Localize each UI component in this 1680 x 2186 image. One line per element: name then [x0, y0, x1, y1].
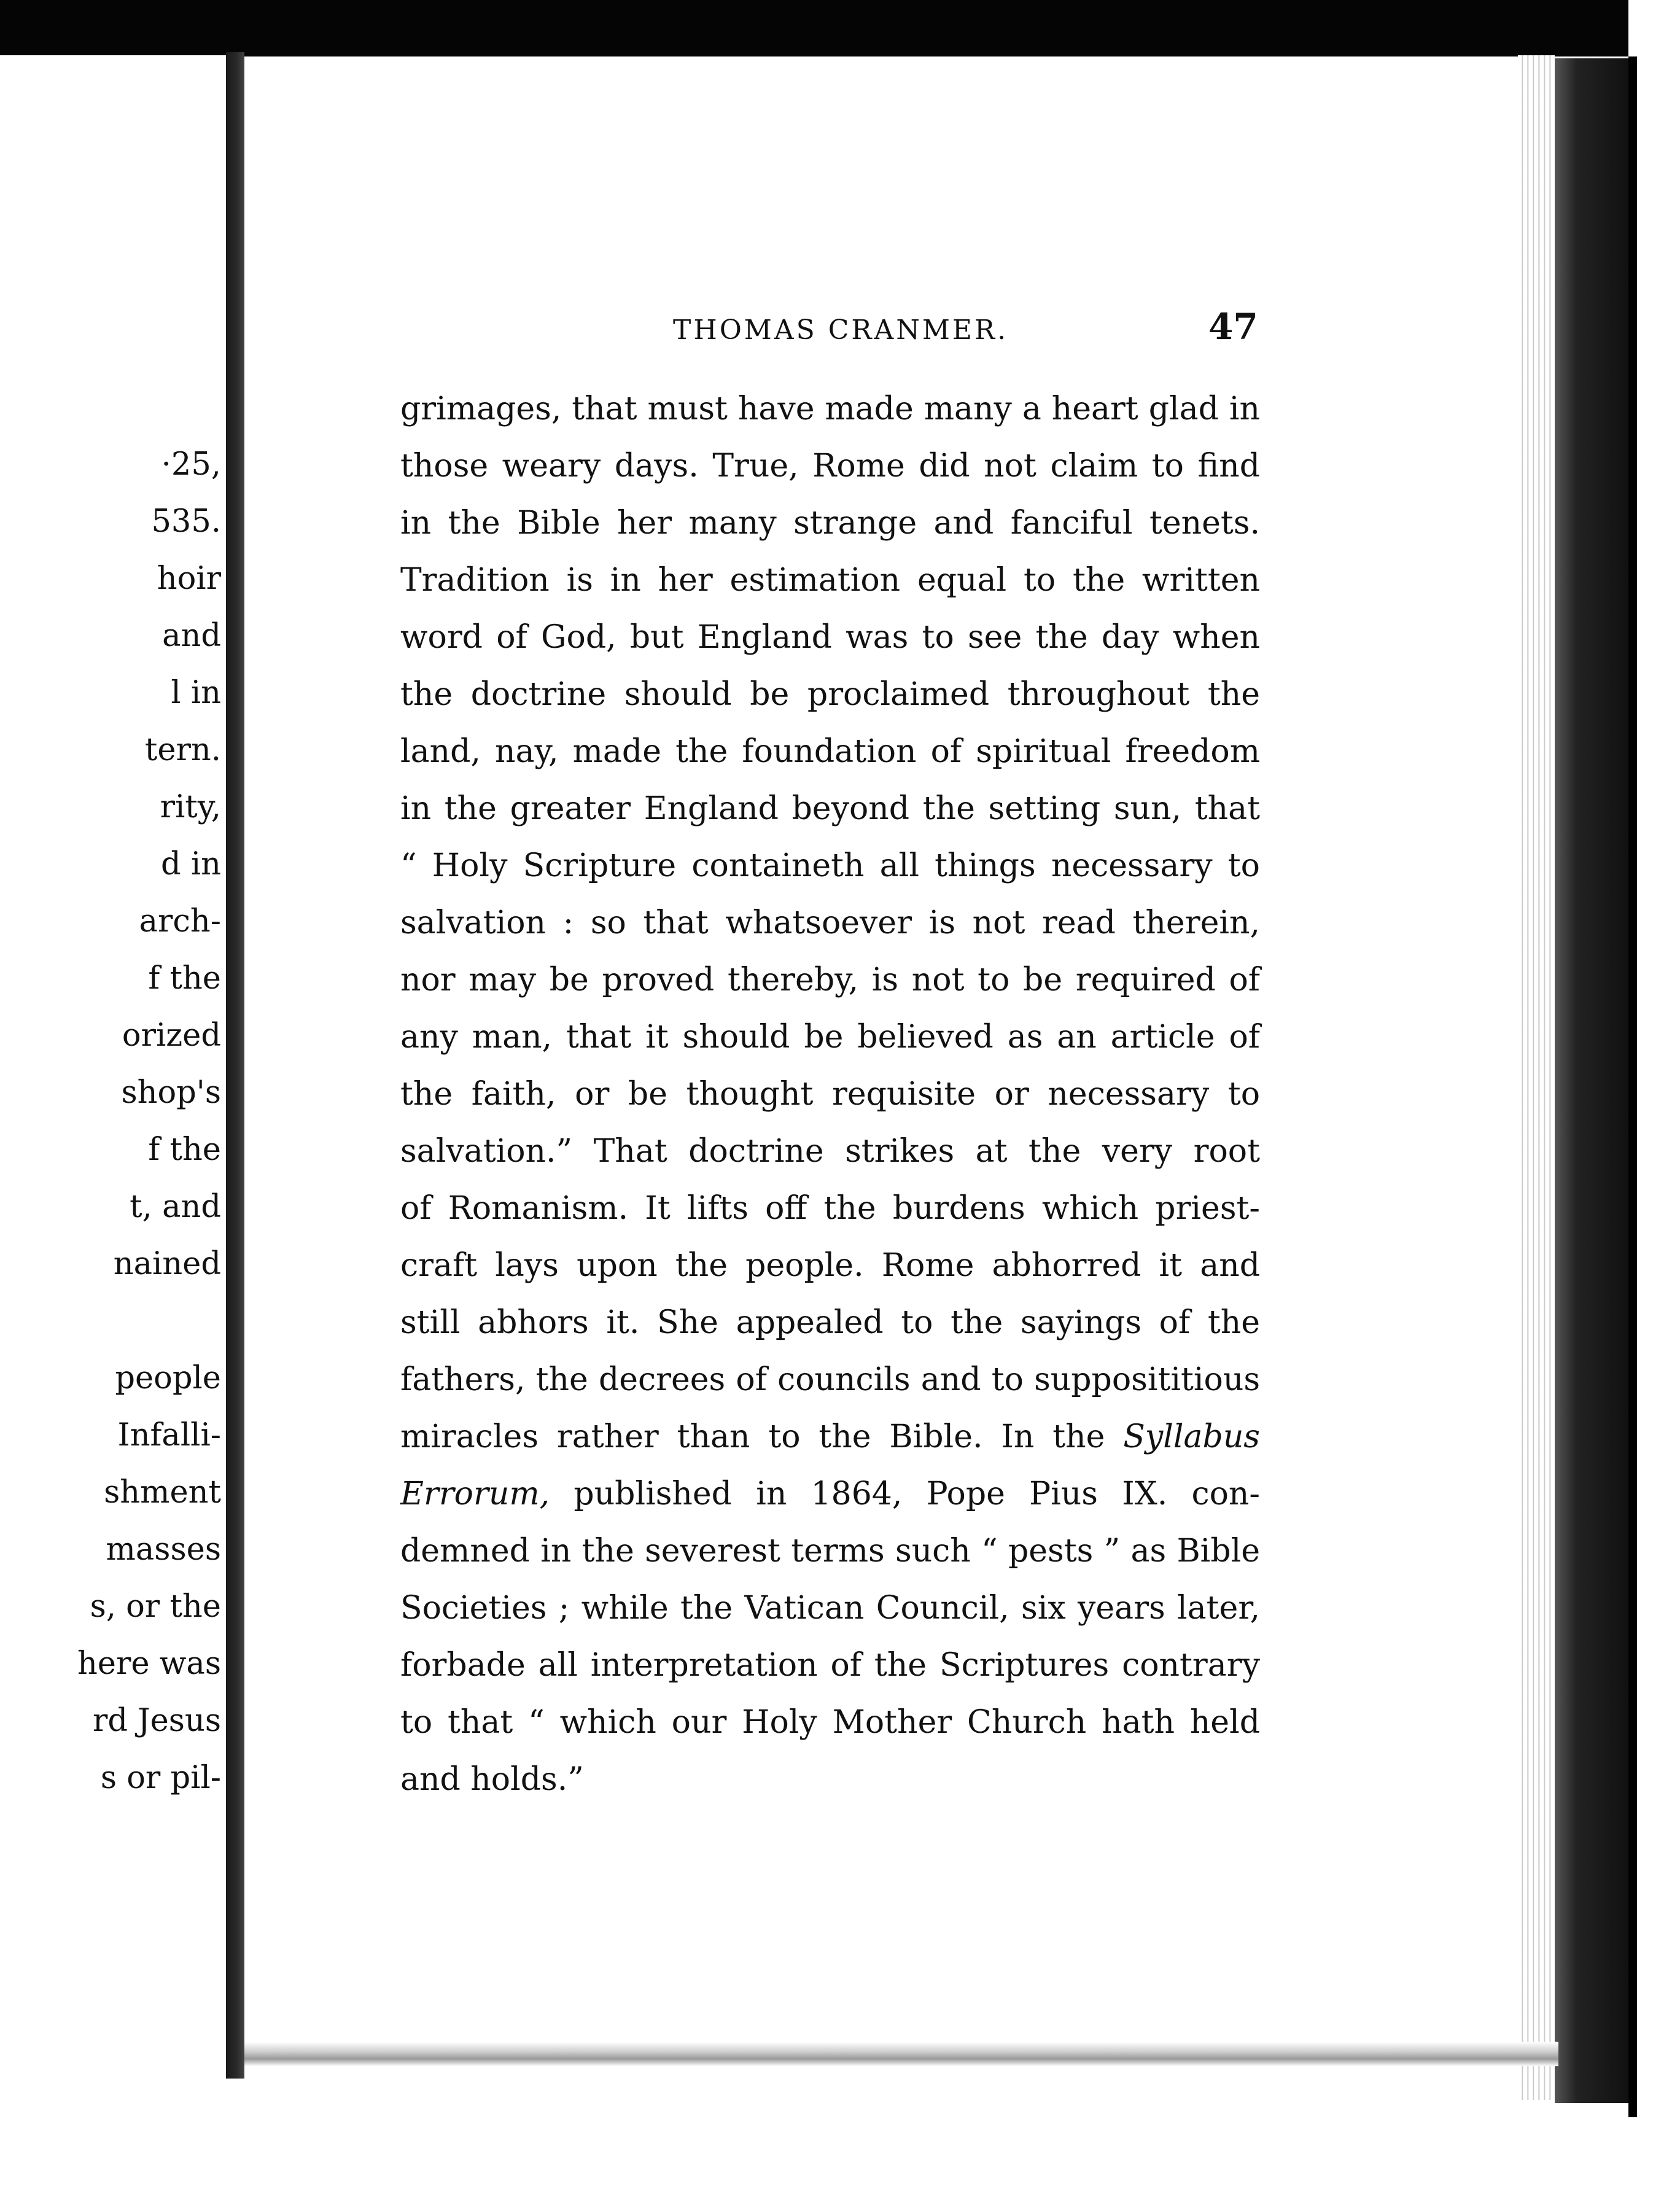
text-line: any man, that it should be believed as an article of — [400, 1019, 1260, 1056]
text-line: demned in the severest terms such “ pests ” as Bible — [400, 1533, 1260, 1569]
text-run: miracles rather than to the Bible. In the — [400, 1418, 1124, 1455]
scan-top-border — [0, 0, 1680, 56]
left-page-line: shop's — [121, 1075, 221, 1111]
scan-right-border — [1628, 56, 1637, 2120]
text-line — [400, 1409, 1260, 1466]
text-line: the doctrine should be proclaimed throughout the — [400, 676, 1260, 713]
text-line: grimages, that must have made many a heart glad in — [400, 391, 1260, 427]
body-text — [400, 381, 1260, 1808]
italic-title: Syllabus — [1123, 1418, 1260, 1455]
page-number: 47 — [1208, 306, 1258, 348]
text-line: in the Bible her many strange and fanciful tenets. — [400, 505, 1260, 542]
left-page-line: rity, — [160, 789, 221, 825]
text-line: “ Holy Scripture containeth all things necessary to — [400, 847, 1260, 884]
page-edges — [1518, 55, 1555, 2100]
left-page-line: l in — [171, 675, 221, 711]
left-page-line: people — [115, 1360, 221, 1396]
left-page-blank-line — [0, 1293, 221, 1350]
left-page-line: shment — [104, 1474, 221, 1511]
text-line: land, nay, made the foundation of spiritual freedom — [400, 733, 1260, 770]
text-line: salvation.” That doctrine strikes at the very root — [400, 1133, 1260, 1170]
left-page-line: here was — [77, 1646, 221, 1682]
italic-title: Errorum, — [400, 1476, 550, 1512]
text-line: of Romanism. It lifts off the burdens which priest- — [400, 1190, 1260, 1227]
left-page-line: orized — [122, 1017, 221, 1054]
page-bottom-edge — [244, 2042, 1558, 2066]
text-line: the faith, or be thought requisite or necessary to — [400, 1076, 1260, 1113]
gutter-shadow — [226, 52, 244, 2079]
text-line: nor may be proved thereby, is not to be required of — [400, 962, 1260, 998]
book-binding — [1555, 58, 1628, 2103]
left-page-line: t, and — [130, 1189, 221, 1225]
left-page-line: Infalli- — [117, 1417, 221, 1453]
text-line: to that “ which our Holy Mother Church hath held — [400, 1704, 1260, 1741]
left-page-line: hoir — [157, 561, 221, 597]
left-page — [0, 55, 226, 2045]
text-line: salvation : so that whatsoever is not read therein, — [400, 904, 1260, 941]
text-line: forbade all interpretation of the Scriptures contrary — [400, 1647, 1260, 1684]
left-page-line: s or pil- — [100, 1760, 221, 1796]
text-line: still abhors it. She appealed to the sayings of the — [400, 1304, 1260, 1341]
left-page-line: 535. — [151, 504, 221, 540]
text-line: Tradition is in her estimation equal to the written — [400, 562, 1260, 599]
text-line: those weary days. True, Rome did not claim to find — [400, 448, 1260, 484]
left-page-line: arch- — [139, 903, 221, 939]
text-line: in the greater England beyond the setting sun, that — [400, 790, 1260, 827]
left-page-line: s, or the — [90, 1589, 221, 1625]
left-page-line: d in — [160, 846, 221, 882]
left-page-text — [0, 436, 221, 1807]
left-page-line: f the — [148, 960, 221, 997]
text-line: fathers, the decrees of councils and to supposititious — [400, 1361, 1260, 1398]
left-page-line: and — [162, 618, 221, 654]
text-line: Societies ; while the Vatican Council, six years later, — [400, 1590, 1260, 1627]
text-line: craft lays upon the people. Rome abhorred it and — [400, 1247, 1260, 1284]
left-page-line: f the — [148, 1132, 221, 1168]
left-page-line: rd Jesus — [92, 1703, 221, 1739]
text-line — [400, 1466, 1260, 1523]
scan-bottom-margin — [0, 2117, 1680, 2186]
text-run: published in 1864, Pope Pius IX. con- — [550, 1476, 1260, 1512]
text-line: word of God, but England was to see the day when — [400, 619, 1260, 656]
text-line: and holds.” — [400, 1761, 584, 1798]
left-page-line: ·25, — [161, 446, 221, 483]
left-page-line: tern. — [144, 732, 221, 768]
left-page-line: nained — [113, 1246, 221, 1282]
left-page-line: masses — [106, 1531, 221, 1568]
running-head: THOMAS CRANMER. — [673, 314, 1009, 346]
